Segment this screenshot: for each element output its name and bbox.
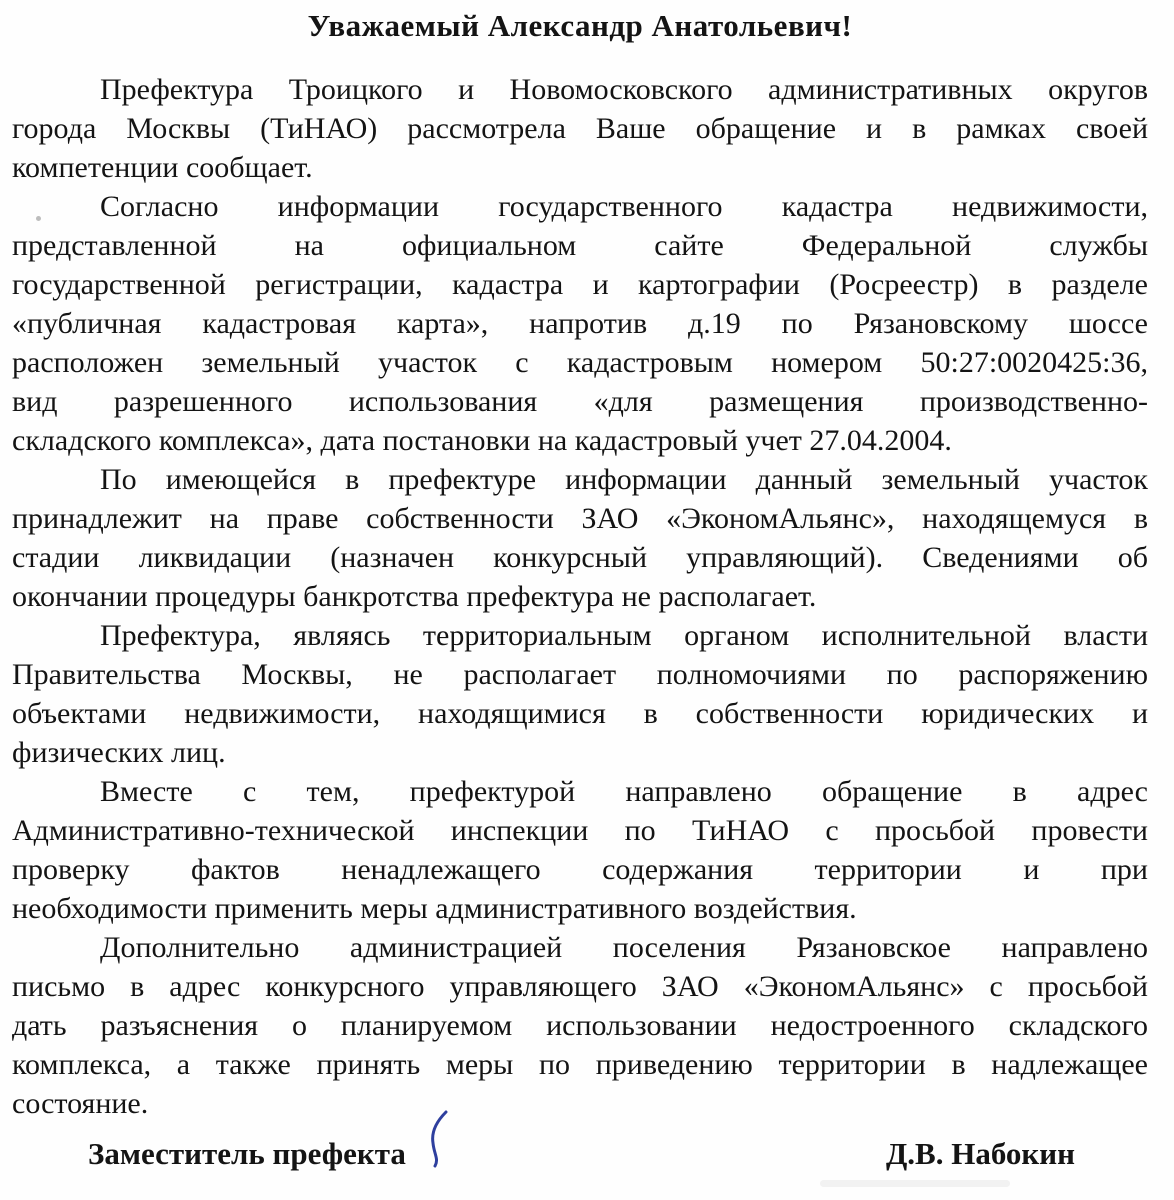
paragraph-line: стадии ликвидации (назначен конкурсный управляющий). Сведениями об bbox=[12, 541, 1148, 574]
paragraph-line: государственной регистрации, кадастра и картографии (Росреестр) в разделе bbox=[12, 268, 1148, 301]
scan-artifact-smudge bbox=[820, 1180, 1010, 1187]
paragraph-line: города Москвы (ТиНАО) рассмотрела Ваше обращение и в рамках своей bbox=[12, 112, 1148, 145]
paragraph bbox=[12, 70, 1148, 187]
paragraph-line: Согласно информации государственного кадастра недвижимости, bbox=[100, 190, 1148, 223]
paragraph-line: Префектура, являясь территориальным органом исполнительной власти bbox=[100, 619, 1148, 652]
scan-artifact-dot bbox=[36, 216, 41, 221]
paragraph-line: Префектура Троицкого и Новомосковского административных округов bbox=[100, 73, 1148, 106]
paragraph-line: окончании процедуры банкротства префектура не располагает. bbox=[12, 580, 817, 613]
paragraph bbox=[12, 460, 1148, 616]
paragraph bbox=[12, 187, 1148, 460]
paragraph-line: Вместе с тем, префектурой направлено обращение в адрес bbox=[100, 775, 1148, 808]
paragraph-line: вид разрешенного использования «для размещения производственно- bbox=[12, 385, 1148, 418]
paragraph-line: расположен земельный участок с кадастровым номером 50:27:0020425:36, bbox=[12, 346, 1148, 379]
paragraph-line: комплекса, а также принять меры по приведению территории в надлежащее bbox=[12, 1048, 1148, 1081]
signature-row bbox=[12, 1134, 1148, 1173]
signature-name: Д.В. Набокин bbox=[885, 1136, 1075, 1171]
paragraph bbox=[12, 928, 1148, 1123]
paragraph-line: компетенции сообщает. bbox=[12, 151, 313, 184]
paragraph-line: представленной на официальном сайте Федеральной службы bbox=[12, 229, 1148, 262]
salutation-heading: Уважаемый Александр Анатольевич! bbox=[307, 8, 853, 43]
signature-position-title: Заместитель префекта bbox=[88, 1136, 406, 1171]
paragraph-line: Дополнительно администрацией поселения Рязановское направлено bbox=[100, 931, 1148, 964]
paragraph-line: принадлежит на праве собственности ЗАО «ЭкономАльянс», находящемуся в bbox=[12, 502, 1148, 535]
paragraph-line: Правительства Москвы, не располагает полномочиями по распоряжению bbox=[12, 658, 1148, 691]
paragraph-line: По имеющейся в префектуре информации данный земельный участок bbox=[100, 463, 1148, 496]
paragraph-line: объектами недвижимости, находящимися в собственности юридических и bbox=[12, 697, 1148, 730]
paragraph-line: «публичная кадастровая карта», напротив д.19 по Рязановскому шоссе bbox=[12, 307, 1148, 340]
paragraph-line: состояние. bbox=[12, 1087, 149, 1120]
paragraph-line: физических лиц. bbox=[12, 736, 226, 769]
paragraph-line: Административно-технической инспекции по ТиНАО с просьбой провести bbox=[12, 814, 1148, 847]
paragraph bbox=[12, 772, 1148, 928]
paragraph-line: необходимости применить меры административного воздействия. bbox=[12, 892, 857, 925]
paragraph-line: складского комплекса», дата постановки на кадастровый учет 27.04.2004. bbox=[12, 424, 952, 457]
paragraph-line: письмо в адрес конкурсного управляющего ЗАО «ЭкономАльянс» с просьбой bbox=[12, 970, 1148, 1003]
paragraph-line: проверку фактов ненадлежащего содержания территории и при bbox=[12, 853, 1148, 886]
letter-body bbox=[12, 70, 1148, 1123]
paragraph bbox=[12, 616, 1148, 772]
paragraph-line: дать разъяснения о планируемом использовании недостроенного складского bbox=[12, 1009, 1148, 1042]
